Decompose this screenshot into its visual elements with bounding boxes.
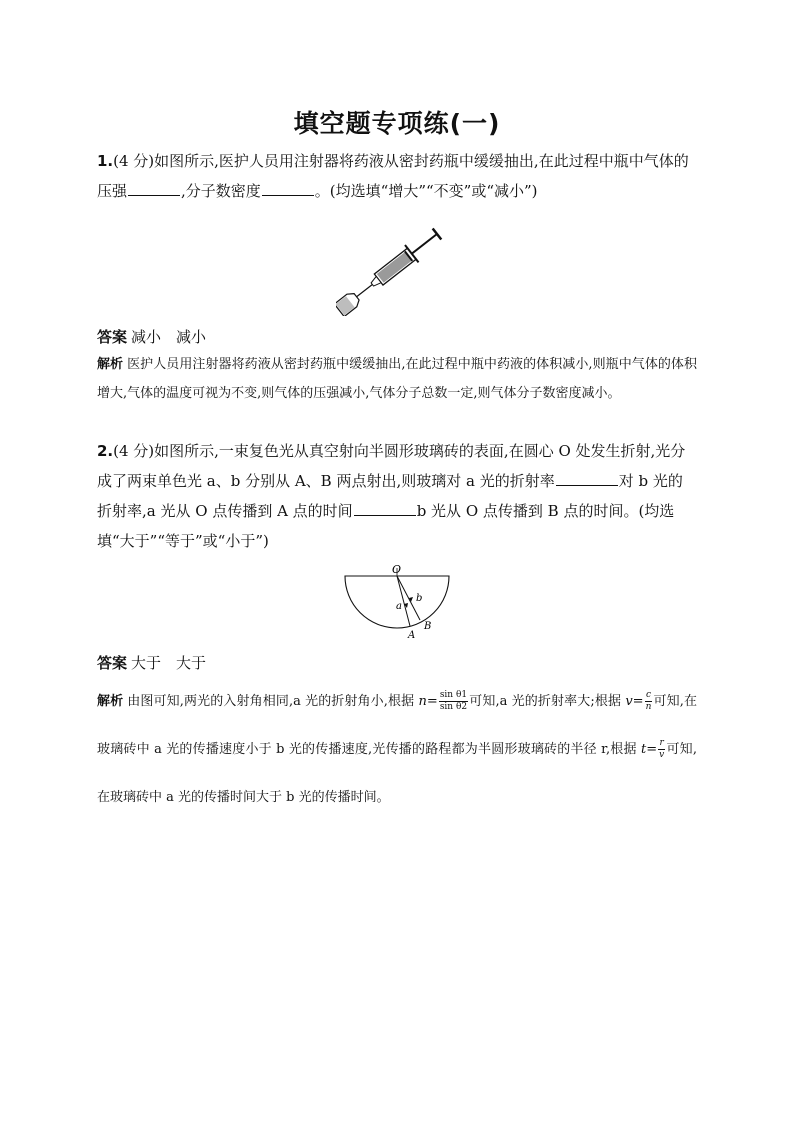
label-B: B xyxy=(424,621,432,632)
fraction-r-over-v xyxy=(658,738,665,761)
fraction-denominator: sin θ2 xyxy=(439,702,468,712)
answer-text: 大于 大于 xyxy=(131,654,207,672)
explanation-text: 可知,在玻璃砖中 a 光的传播时间大于 b 光的传播时间。 xyxy=(97,742,697,805)
answer-label: 答案 xyxy=(97,654,128,672)
fraction-numerator: r xyxy=(659,738,664,748)
question-text: 。(均选填“增大”“不变”或“减小”) xyxy=(314,182,538,200)
answer-blank[interactable] xyxy=(354,499,416,516)
label-O: O xyxy=(392,563,402,576)
question-2 xyxy=(97,436,697,556)
answer-row xyxy=(97,326,206,347)
question-text: (4 分)如图所示,医护人员用注射器将药液从密封药瓶中缓缓抽出,在此过程中瓶中气体的压强 xyxy=(97,152,689,200)
answer-blank[interactable] xyxy=(128,179,180,196)
question-number: 2. xyxy=(97,442,114,460)
answer-label: 答案 xyxy=(97,328,128,346)
explanation-text: 由图可知,两光的入射角相同,a 光的折射角小,根据 xyxy=(127,694,419,709)
explanation-text: 医护人员用注射器将药液从密封药瓶中缓缓抽出,在此过程中瓶中药液的体积减小,则瓶中气体的体积增大,气体的温度可视为不变,则气体的压强减小,气体分子总数一定,则气体分子数密度减小。 xyxy=(97,357,697,401)
question-text: b 光从 O 点传播到 B 点的时间。(均选填“大于”“等于”或“小于”) xyxy=(97,502,675,550)
fraction-denominator: n xyxy=(645,702,652,712)
label-a: a xyxy=(396,601,402,612)
explanation xyxy=(97,350,697,408)
fraction-c-over-n xyxy=(645,690,653,713)
syringe-figure xyxy=(336,216,456,316)
question-text: 对 b 光的折射率,a 光从 O 点传播到 A 点的时间 xyxy=(97,472,683,520)
answer-blank[interactable] xyxy=(262,179,314,196)
explanation-text: 可知,a 光的折射率大;根据 xyxy=(469,694,626,709)
fraction-denominator: v xyxy=(659,750,665,760)
answer-blank[interactable] xyxy=(556,469,618,486)
formula-t: t= xyxy=(641,742,658,757)
explanation-label: 解析 xyxy=(97,357,124,372)
explanation-label: 解析 xyxy=(97,694,124,709)
answer-text: 减小 减小 xyxy=(131,328,207,346)
formula-n: n= xyxy=(418,694,438,709)
explanation-text: 可知,在玻璃砖中 a 光的传播速度小于 b 光的传播速度,光传播的路程都为半圆形玻璃砖的半径 r,根据 xyxy=(97,694,697,757)
question-1 xyxy=(97,146,697,206)
question-text: ,分子数密度 xyxy=(181,182,261,200)
formula-v: v= xyxy=(625,694,644,709)
label-A: A xyxy=(408,630,416,641)
label-b: b xyxy=(416,593,423,604)
question-text: (4 分)如图所示,一束复色光从真空射向半圆形玻璃砖的表面,在圆心 O 处发生折射,光分成了两束单色光 a、b 分别从 A、B 两点射出,则玻璃对 a 光的折射率 xyxy=(97,442,686,490)
explanation xyxy=(97,678,697,822)
fraction-sin xyxy=(439,690,468,713)
fraction-numerator: sin θ1 xyxy=(439,690,468,700)
question-number: 1. xyxy=(97,152,114,170)
page-title: 填空题专项练(一) xyxy=(293,109,501,138)
answer-row xyxy=(97,652,206,673)
semicircle-glass-figure xyxy=(340,560,456,648)
fraction-numerator: c xyxy=(645,690,651,700)
